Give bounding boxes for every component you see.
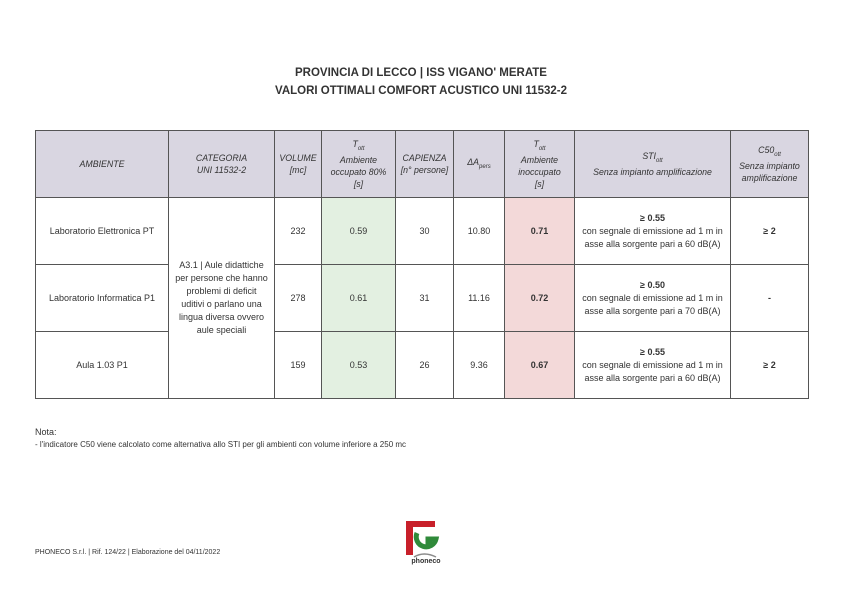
cell-tott-occupied: 0.53 bbox=[322, 332, 396, 399]
cell-sti: ≥ 0.55 con segnale di emissione ad 1 m in asse alla sorgente pari a 60 dB(A) bbox=[575, 332, 731, 399]
footer-reference: PHONECO S.r.l. | Rif. 124/22 | Elaborazione del 04/11/2022 bbox=[35, 549, 221, 556]
header-delta-a: $\Delta A_{pers}$ bbox=[454, 131, 505, 198]
cell-delta-a: 11.16 bbox=[454, 265, 505, 332]
cell-capienza: 30 bbox=[396, 198, 454, 265]
cell-volume: 159 bbox=[275, 332, 322, 399]
cell-ambiente: Laboratorio Elettronica PT bbox=[36, 198, 169, 265]
cell-categoria: A3.1 | Aule didattiche per persone che hanno problemi di deficit uditivi o parlano una lingua diversa ovvero aule speciali bbox=[169, 198, 275, 399]
cell-c50: - bbox=[731, 265, 809, 332]
header-tott-unoccupied: $T_{ott}$ Ambiente inoccupato [s] bbox=[505, 131, 575, 198]
note-title: Nota: bbox=[35, 427, 57, 437]
cell-capienza: 31 bbox=[396, 265, 454, 332]
cell-sti: ≥ 0.50 con segnale di emissione ad 1 m in asse alla sorgente pari a 70 dB(A) bbox=[575, 265, 731, 332]
table-header-row bbox=[36, 131, 809, 198]
header-tott-occupied: $T_{ott}$ Ambiente occupato 80% [s] bbox=[322, 131, 396, 198]
cell-ambiente: Laboratorio Informatica P1 bbox=[36, 265, 169, 332]
cell-delta-a: 9.36 bbox=[454, 332, 505, 399]
cell-capienza: 26 bbox=[396, 332, 454, 399]
cell-c50: ≥ 2 bbox=[731, 332, 809, 399]
cell-sti: ≥ 0.55 con segnale di emissione ad 1 m in asse alla sorgente pari a 60 dB(A) bbox=[575, 198, 731, 265]
cell-tott-unoccupied: 0.72 bbox=[505, 265, 575, 332]
cell-volume: 232 bbox=[275, 198, 322, 265]
phoneco-logo-icon bbox=[402, 519, 448, 565]
table-row bbox=[36, 332, 809, 399]
note-text: - l'indicatore C50 viene calcolato come alternativa allo STI per gli ambienti con volume inferiore a 250 mc bbox=[35, 440, 407, 449]
acoustic-values-table bbox=[35, 130, 809, 399]
document-subtitle: VALORI OTTIMALI COMFORT ACUSTICO UNI 11532-2 bbox=[275, 85, 567, 97]
cell-volume: 278 bbox=[275, 265, 322, 332]
cell-tott-occupied: 0.61 bbox=[322, 265, 396, 332]
cell-tott-unoccupied: 0.67 bbox=[505, 332, 575, 399]
cell-tott-occupied: 0.59 bbox=[322, 198, 396, 265]
table-row bbox=[36, 265, 809, 332]
cell-c50: ≥ 2 bbox=[731, 198, 809, 265]
header-c50: $C50_{ott}$ Senza impianto amplificazione bbox=[731, 131, 809, 198]
cell-ambiente: Aula 1.03 P1 bbox=[36, 332, 169, 399]
table-row bbox=[36, 198, 809, 265]
header-capienza: CAPIENZA [n° persone] bbox=[396, 131, 454, 198]
cell-tott-unoccupied: 0.71 bbox=[505, 198, 575, 265]
header-sti: $STI_{ott}$ Senza impianto amplificazione bbox=[575, 131, 731, 198]
header-ambiente: AMBIENTE bbox=[36, 131, 169, 198]
header-categoria: CATEGORIA UNI 11532-2 bbox=[169, 131, 275, 198]
cell-delta-a: 10.80 bbox=[454, 198, 505, 265]
phoneco-logo bbox=[402, 519, 448, 565]
header-volume: VOLUME [mc] bbox=[275, 131, 322, 198]
document-title: PROVINCIA DI LECCO | ISS VIGANO' MERATE bbox=[295, 67, 547, 79]
svg-text:phoneco: phoneco bbox=[411, 558, 441, 565]
